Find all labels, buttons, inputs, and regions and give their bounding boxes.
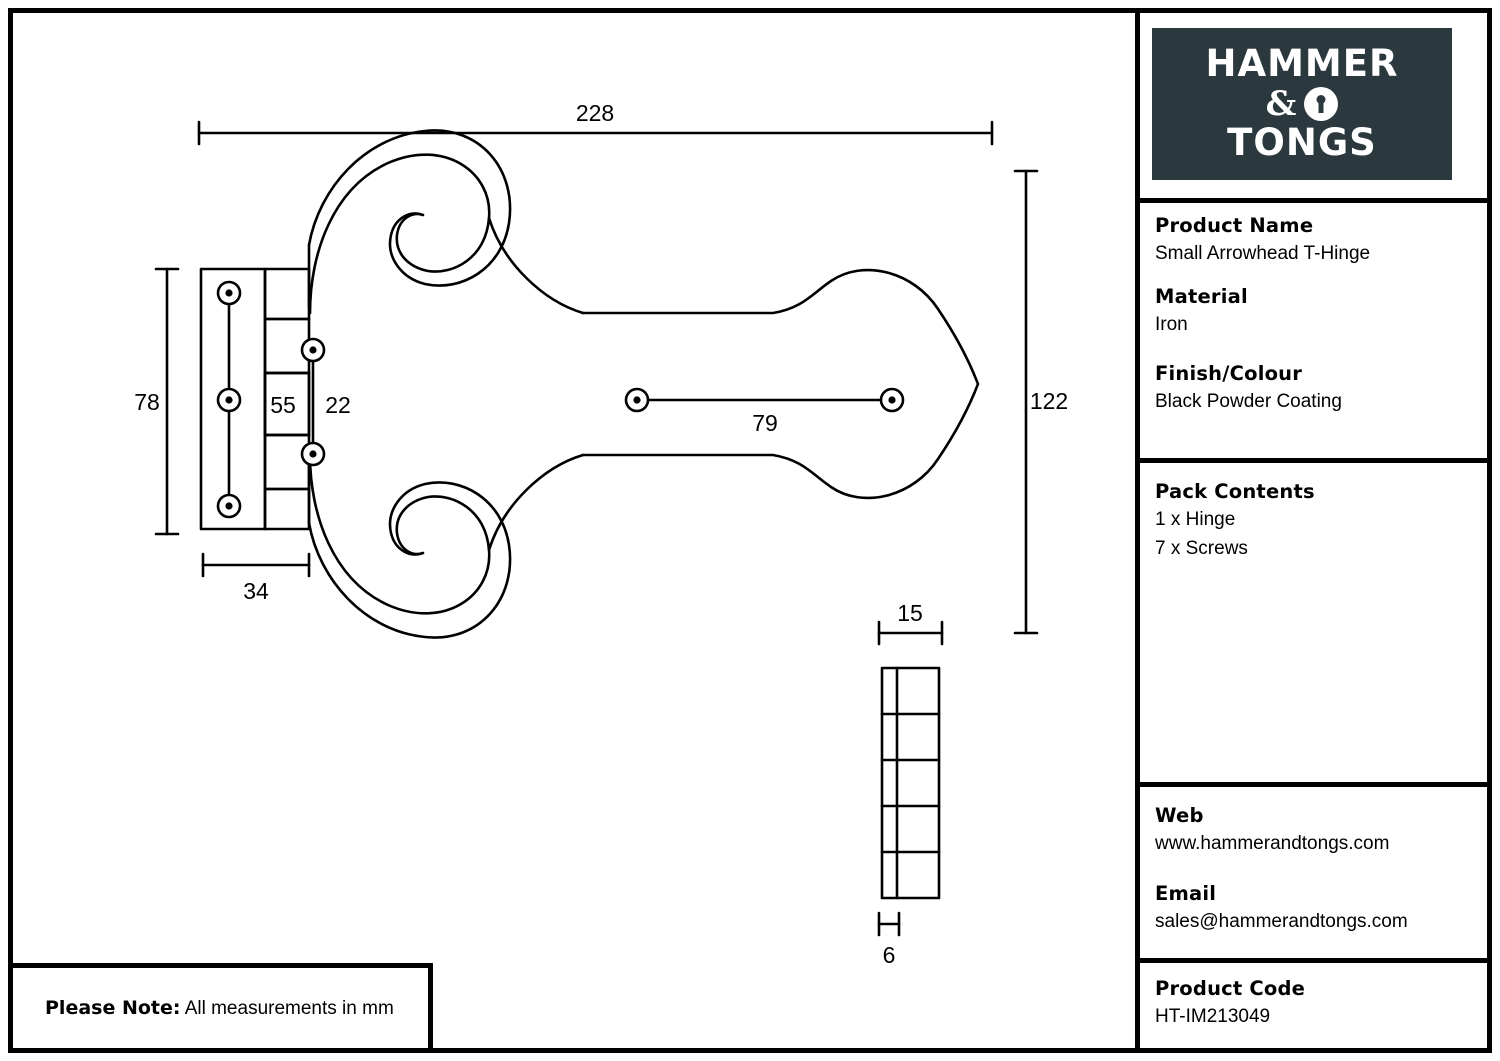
dimension-overall-height: 122 xyxy=(1029,388,1069,414)
web-label: Web xyxy=(1155,804,1204,827)
email-value[interactable]: sales@hammerandtongs.com xyxy=(1155,911,1408,933)
pack-contents-line-1: 1 x Hinge xyxy=(1155,509,1236,531)
product-code-label: Product Code xyxy=(1155,977,1306,1000)
dimension-side-width: 15 xyxy=(897,600,923,626)
divider-1 xyxy=(1135,198,1487,203)
pack-contents-label: Pack Contents xyxy=(1155,480,1315,503)
product-code-value: HT-IM213049 xyxy=(1155,1006,1271,1028)
brand-logo xyxy=(1152,28,1452,180)
finish-block xyxy=(1155,360,1475,417)
pack-contents-block xyxy=(1155,478,1475,563)
dimension-strap-hole-spacing: 79 xyxy=(752,410,778,436)
product-name-label: Product Name xyxy=(1155,214,1314,237)
keyhole-icon xyxy=(1304,87,1338,121)
note-text xyxy=(13,997,394,1020)
material-value: Iron xyxy=(1155,314,1188,336)
technical-drawing xyxy=(13,13,1135,1048)
product-name-value: Small Arrowhead T-Hinge xyxy=(1155,243,1371,265)
logo-text-tongs: TONGS xyxy=(1227,121,1377,164)
pack-contents-line-2: 7 x Screws xyxy=(1155,537,1248,559)
panel-separator xyxy=(1135,13,1140,1048)
product-name-block xyxy=(1155,212,1475,269)
note-body: All measurements in mm xyxy=(180,997,394,1019)
logo-ampersand: & xyxy=(1265,84,1297,124)
logo-middle-row xyxy=(1266,84,1339,124)
note-label: Please Note: xyxy=(45,996,181,1019)
divider-2 xyxy=(1135,458,1487,463)
dimension-overall-length: 228 xyxy=(575,100,615,126)
web-value[interactable]: www.hammerandtongs.com xyxy=(1155,833,1390,855)
email-block xyxy=(1155,880,1475,937)
dimension-knuckle-width: 34 xyxy=(243,578,269,604)
finish-value: Black Powder Coating xyxy=(1155,391,1342,413)
product-code-block xyxy=(1155,975,1475,1032)
material-block xyxy=(1155,283,1475,340)
note-box xyxy=(13,963,433,1048)
finish-label: Finish/Colour xyxy=(1155,362,1303,385)
divider-3 xyxy=(1135,782,1487,787)
dimension-pin-offset: 22 xyxy=(325,392,351,418)
logo-text-hammer: HAMMER xyxy=(1205,42,1399,86)
dimension-thickness: 6 xyxy=(882,942,896,968)
dimension-plate-width: 55 xyxy=(270,392,296,418)
dimension-knuckle-height: 78 xyxy=(134,389,160,415)
material-label: Material xyxy=(1155,285,1248,308)
web-block xyxy=(1155,802,1475,859)
email-label: Email xyxy=(1155,882,1217,905)
divider-4 xyxy=(1135,958,1487,963)
